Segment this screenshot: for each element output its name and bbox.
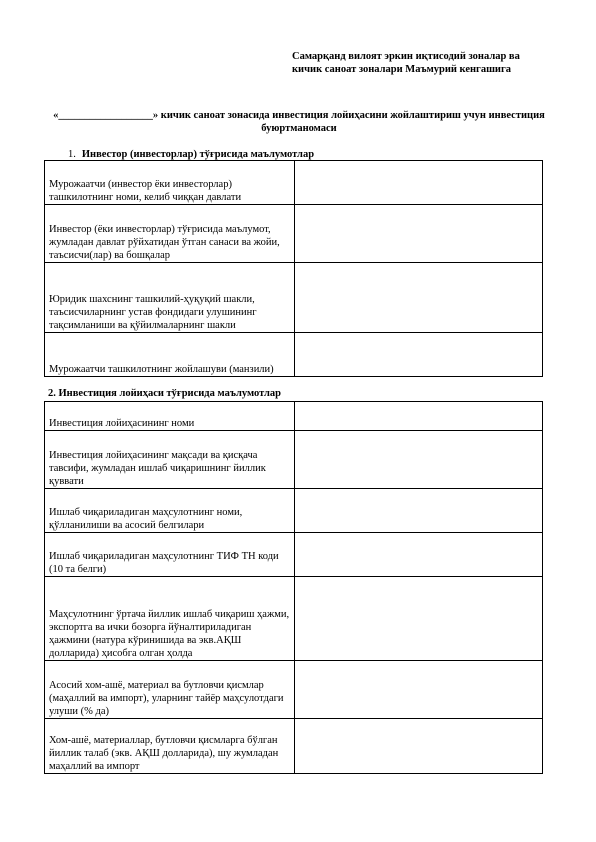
section-2-heading: 2. Инвестиция лойиҳаси тўғрисида маълумотлар <box>48 388 281 399</box>
section-1-number: 1. <box>68 149 76 160</box>
section-1-heading <box>68 149 314 160</box>
value-cell[interactable] <box>295 533 543 577</box>
investor-info-table <box>44 160 543 377</box>
table-row <box>45 661 543 719</box>
project-info-table <box>44 401 543 774</box>
section-1-heading-text: Инвестор (инвесторлар) тўғрисида маълумотлар <box>81 149 315 160</box>
value-cell[interactable] <box>295 489 543 533</box>
row-label: Инвестиция лойиҳасининг номи <box>45 402 295 431</box>
table-row <box>45 577 543 661</box>
row-label: Маҳсулотнинг ўртача йиллик ишлаб чиқариш ҳажми, экспортга ва ички бозорга йўналтириладиган ҳажмини (натура кўринишида ва экв.АҚШ долларида) ҳисобга олган ҳолда <box>45 577 295 661</box>
table-row <box>45 402 543 431</box>
table-row <box>45 489 543 533</box>
value-cell[interactable] <box>295 333 543 377</box>
document-title: «__________________» кичик саноат зонасида инвестиция лойиҳасини жойлаштириш учун инвестиция буюртманомаси <box>53 110 545 134</box>
table-row <box>45 205 543 263</box>
table-row <box>45 333 543 377</box>
table-row <box>45 533 543 577</box>
value-cell[interactable] <box>295 161 543 205</box>
row-label: Мурожаатчи ташкилотнинг жойлашуви (манзили) <box>45 333 295 377</box>
value-cell[interactable] <box>295 402 543 431</box>
row-label: Асосий хом-ашё, материал ва бутловчи қисмлар (маҳаллий ва импорт), уларнинг тайёр маҳсулотдаги улуши (% да) <box>45 661 295 719</box>
row-label: Мурожаатчи (инвестор ёки инвесторлар) ташкилотнинг номи, келиб чиққан давлати <box>45 161 295 205</box>
value-cell[interactable] <box>295 431 543 489</box>
table-row <box>45 431 543 489</box>
row-label: Инвестиция лойиҳасининг мақсади ва қисқача тавсифи, жумладан ишлаб чиқаришнинг йиллик қуввати <box>45 431 295 489</box>
row-label: Инвестор (ёки инвесторлар) тўғрисида маълумот, жумладан давлат рўйхатидан ўтган санаси ва жойи, таъсисчи(лар) ва бошқалар <box>45 205 295 263</box>
value-cell[interactable] <box>295 263 543 333</box>
value-cell[interactable] <box>295 205 543 263</box>
row-label: Хом-ашё, материаллар, бутловчи қисмларга бўлган йиллик талаб (экв. АҚШ долларида), шу жумладан маҳаллий ва импорт <box>45 719 295 774</box>
table-row <box>45 263 543 333</box>
row-label: Ишлаб чиқариладиган маҳсулотнинг ТИФ ТН коди (10 та белги) <box>45 533 295 577</box>
row-label: Юридик шахснинг ташкилий-ҳуқуқий шакли, таъсисчиларнинг устав фондидаги улушининг тақсимланиши ва қўйилмаларнинг шакли <box>45 263 295 333</box>
row-label: Ишлаб чиқариладиган маҳсулотнинг номи, қўлланилиши ва асосий белгилари <box>45 489 295 533</box>
table-row <box>45 161 543 205</box>
addressee-block: Самарқанд вилоят эркин иқтисодий зоналар ва кичик саноат зоналари Маъмурий кенгашига <box>292 51 520 75</box>
value-cell[interactable] <box>295 661 543 719</box>
table-row <box>45 719 543 774</box>
value-cell[interactable] <box>295 577 543 661</box>
value-cell[interactable] <box>295 719 543 774</box>
